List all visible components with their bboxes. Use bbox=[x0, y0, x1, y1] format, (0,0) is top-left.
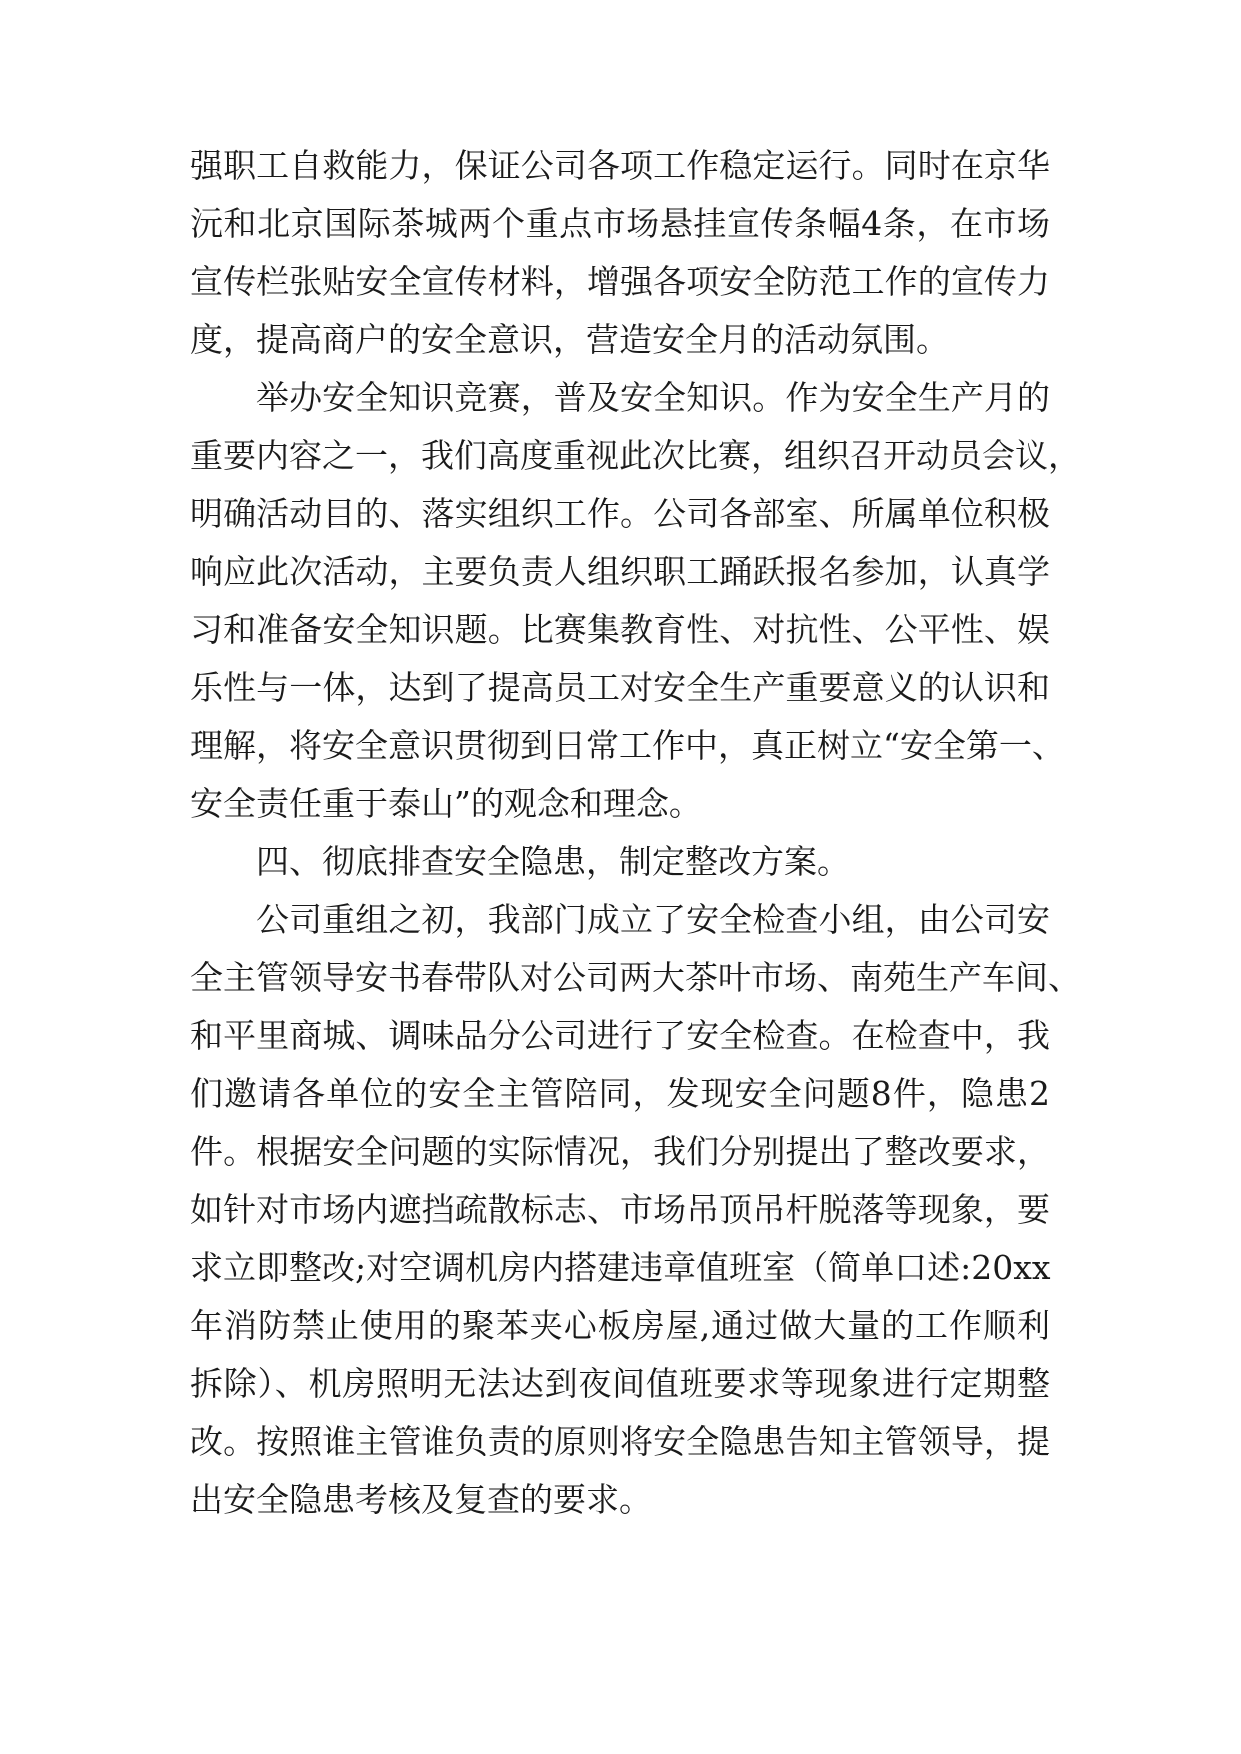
text-line: 全主管领导安书春带队对公司两大茶叶市场、南苑生产车间、 bbox=[190, 958, 1081, 997]
text-line: 理解，将安全意识贯彻到日常工作中，真正树立“安全第一、 bbox=[190, 726, 1065, 765]
text-line: 重要内容之一，我们高度重视此次比赛，组织召开动员会议， bbox=[190, 436, 1081, 475]
text-line: 件。根据安全问题的实际情况，我们分别提出了整改要求， bbox=[190, 1132, 1050, 1171]
text-line: 如针对市场内遮挡疏散标志、市场吊顶吊杆脱落等现象，要 bbox=[190, 1190, 1050, 1229]
text-line: 出安全隐患考核及复查的要求。 bbox=[190, 1480, 652, 1519]
text-line: 沅和北京国际茶城两个重点市场悬挂宣传条幅4条，在市场 bbox=[190, 204, 1050, 243]
text-line: 宣传栏张贴安全宣传材料，增强各项安全防范工作的宣传力 bbox=[190, 262, 1050, 301]
text-line: 明确活动目的、落实组织工作。公司各部室、所属单位积极 bbox=[190, 494, 1050, 533]
text-line: 乐性与一体，达到了提高员工对安全生产重要意义的认识和 bbox=[190, 668, 1050, 707]
text-line: 强职工自救能力，保证公司各项工作稳定运行。同时在京华 bbox=[190, 146, 1050, 185]
text-line: 求立即整改;对空调机房内搭建违章值班室（简单口述:20xx bbox=[190, 1248, 1051, 1287]
text-line: 和平里商城、调味品分公司进行了安全检查。在检查中，我 bbox=[190, 1016, 1050, 1055]
section-heading: 四、彻底排查安全隐患，制定整改方案。 bbox=[256, 842, 850, 881]
paragraph-first-line: 举办安全知识竞赛，普及安全知识。作为安全生产月的 bbox=[256, 378, 1050, 417]
text-line: 年消防禁止使用的聚苯夹心板房屋,通过做大量的工作顺利 bbox=[190, 1306, 1050, 1345]
paragraph-first-line: 公司重组之初，我部门成立了安全检查小组，由公司安 bbox=[256, 900, 1050, 939]
text-line: 度，提高商户的安全意识，营造安全月的活动氛围。 bbox=[190, 320, 949, 359]
text-line: 们邀请各单位的安全主管陪同，发现安全问题8件，隐患2 bbox=[190, 1074, 1050, 1113]
text-line: 拆除）、机房照明无法达到夜间值班要求等现象进行定期整 bbox=[190, 1364, 1050, 1403]
text-line: 安全责任重于泰山”的观念和理念。 bbox=[190, 784, 702, 823]
text-line: 习和准备安全知识题。比赛集教育性、对抗性、公平性、娱 bbox=[190, 610, 1050, 649]
text-line: 响应此次活动，主要负责人组织职工踊跃报名参加，认真学 bbox=[190, 552, 1050, 591]
text-line: 改。按照谁主管谁负责的原则将安全隐患告知主管领导，提 bbox=[190, 1422, 1050, 1461]
